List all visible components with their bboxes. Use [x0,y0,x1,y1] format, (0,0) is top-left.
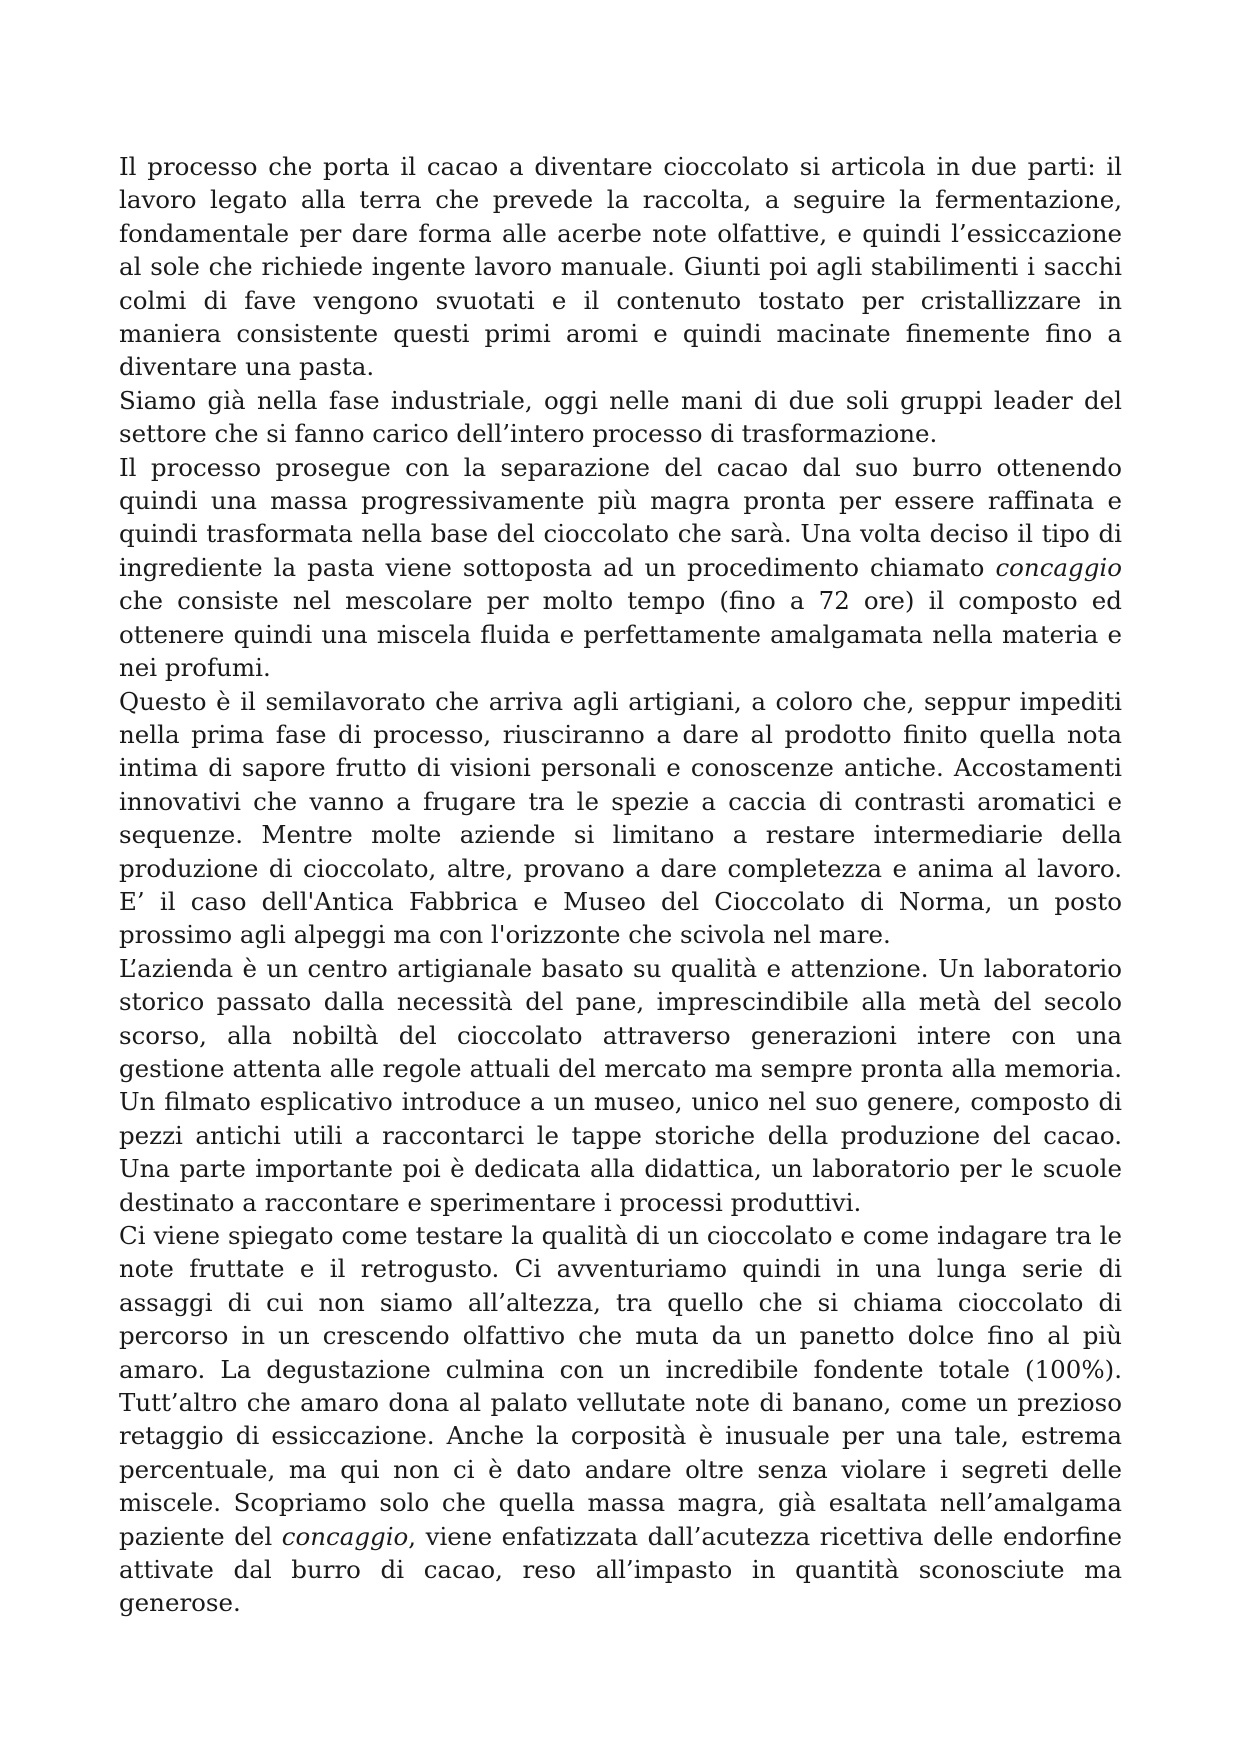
paragraph-text: Il processo che porta il cacao a diventare cioccolato si articola in due parti: il lavoro legato alla terra che prevede la raccolta, a seguire la fermentazione, fondamentale per dare forma alle acerbe note olfattive, e quindi l’essiccazione al sole che richiede ingente lavoro manuale. Giunti poi agli stabilimenti i sacchi colmi di fave vengono svuotati e il contenuto tostato per cristallizzare in maniera consistente questi primi aromi e quindi macinate finemente fino a diventare una pasta. [119,152,1122,382]
paragraph-harvest-process [119,150,1122,384]
paragraph-text: Il processo prosegue con la separazione del cacao dal suo burro ottenendo quindi una massa progressivamente più magra pronta per essere raffinata e quindi trasformata nella base del cioccolato che sarà. Una volta deciso il tipo di ingrediente la pasta viene sottoposta ad un procedimento chiamato [119,452,1122,582]
paragraph-text: Siamo già nella fase industriale, oggi nelle mani di due soli gruppi leader del settore che si fanno carico dell’intero processo di trasformazione. [119,385,1122,449]
paragraph-text: L’azienda è un centro artigianale basato su qualità e attenzione. Un laboratorio storico passato dalla necessità del pane, imprescindibile alla metà del secolo scorso, alla nobiltà del cioccolato attraverso generazioni intere con una gestione attenta alle regole attuali del mercato ma sempre pronta alla memoria. Un filmato esplicativo introduce a un museo, unico nel suo genere, composto di pezzi antichi utili a raccontarci le tappe storiche della produzione del cacao. Una parte importante poi è dedicata alla didattica, un laboratorio per le scuole destinato a raccontare e sperimentare i processi produttivi. [119,953,1122,1217]
article-body [119,150,1122,1620]
paragraph-text: Ci viene spiegato come testare la qualità di un cioccolato e come indagare tra le note fruttate e il retrogusto. Ci avventuriamo quindi in una lunga serie di assaggi di cui non siamo all’altezza, tra quello che si chiama cioccolato di percorso in un crescendo olfattivo che muta da un panetto dolce fino al più amaro. La degustazione culmina con un incredibile fondente totale (100%). Tutt’altro che amaro dona al palato vellutate note di banano, come un prezioso retaggio di essiccazione. Anche la corposità è inusuale per una tale, estrema percentuale, ma qui non ci è dato andare oltre senza violare i segreti delle miscele. Scopriamo solo che quella massa magra, già esaltata nell’amalgama paziente del [119,1221,1122,1551]
paragraph-tasting [119,1219,1122,1620]
paragraph-artisans [119,685,1122,952]
italic-term-concaggio: concaggio [281,1521,409,1551]
paragraph-company [119,952,1122,1219]
paragraph-text: Questo è il semilavorato che arriva agli artigiani, a coloro che, seppur impediti nella prima fase di processo, riusciranno a dare al prodotto finito quella nota intima di sapore frutto di visioni personali e conoscenze antiche. Accostamenti innovativi che vanno a frugare tra le spezie a caccia di contrasti aromatici e sequenze. Mentre molte aziende si limitano a restare intermediarie della produzione di cioccolato, altre, provano a dare completezza e anima al lavoro. E’ il caso dell'Antica Fabbrica e Museo del Cioccolato di Norma, un posto prossimo agli alpeggi ma con l'orizzonte che scivola nel mare. [119,686,1122,950]
paragraph-industrial-phase [119,384,1122,451]
paragraph-text: che consiste nel mescolare per molto tempo (fino a 72 ore) il composto ed ottenere quindi una miscela fluida e perfettamente amalgamata nella materia e nei profumi. [119,586,1122,683]
italic-term-concaggio: concaggio [995,552,1122,582]
paragraph-concaggio [119,451,1122,685]
paragraph-text: , viene enfatizzata dall’acutezza ricettiva delle endorfine attivate dal burro di cacao, reso all’impasto in quantità sconosciute ma generose. [119,1521,1123,1618]
